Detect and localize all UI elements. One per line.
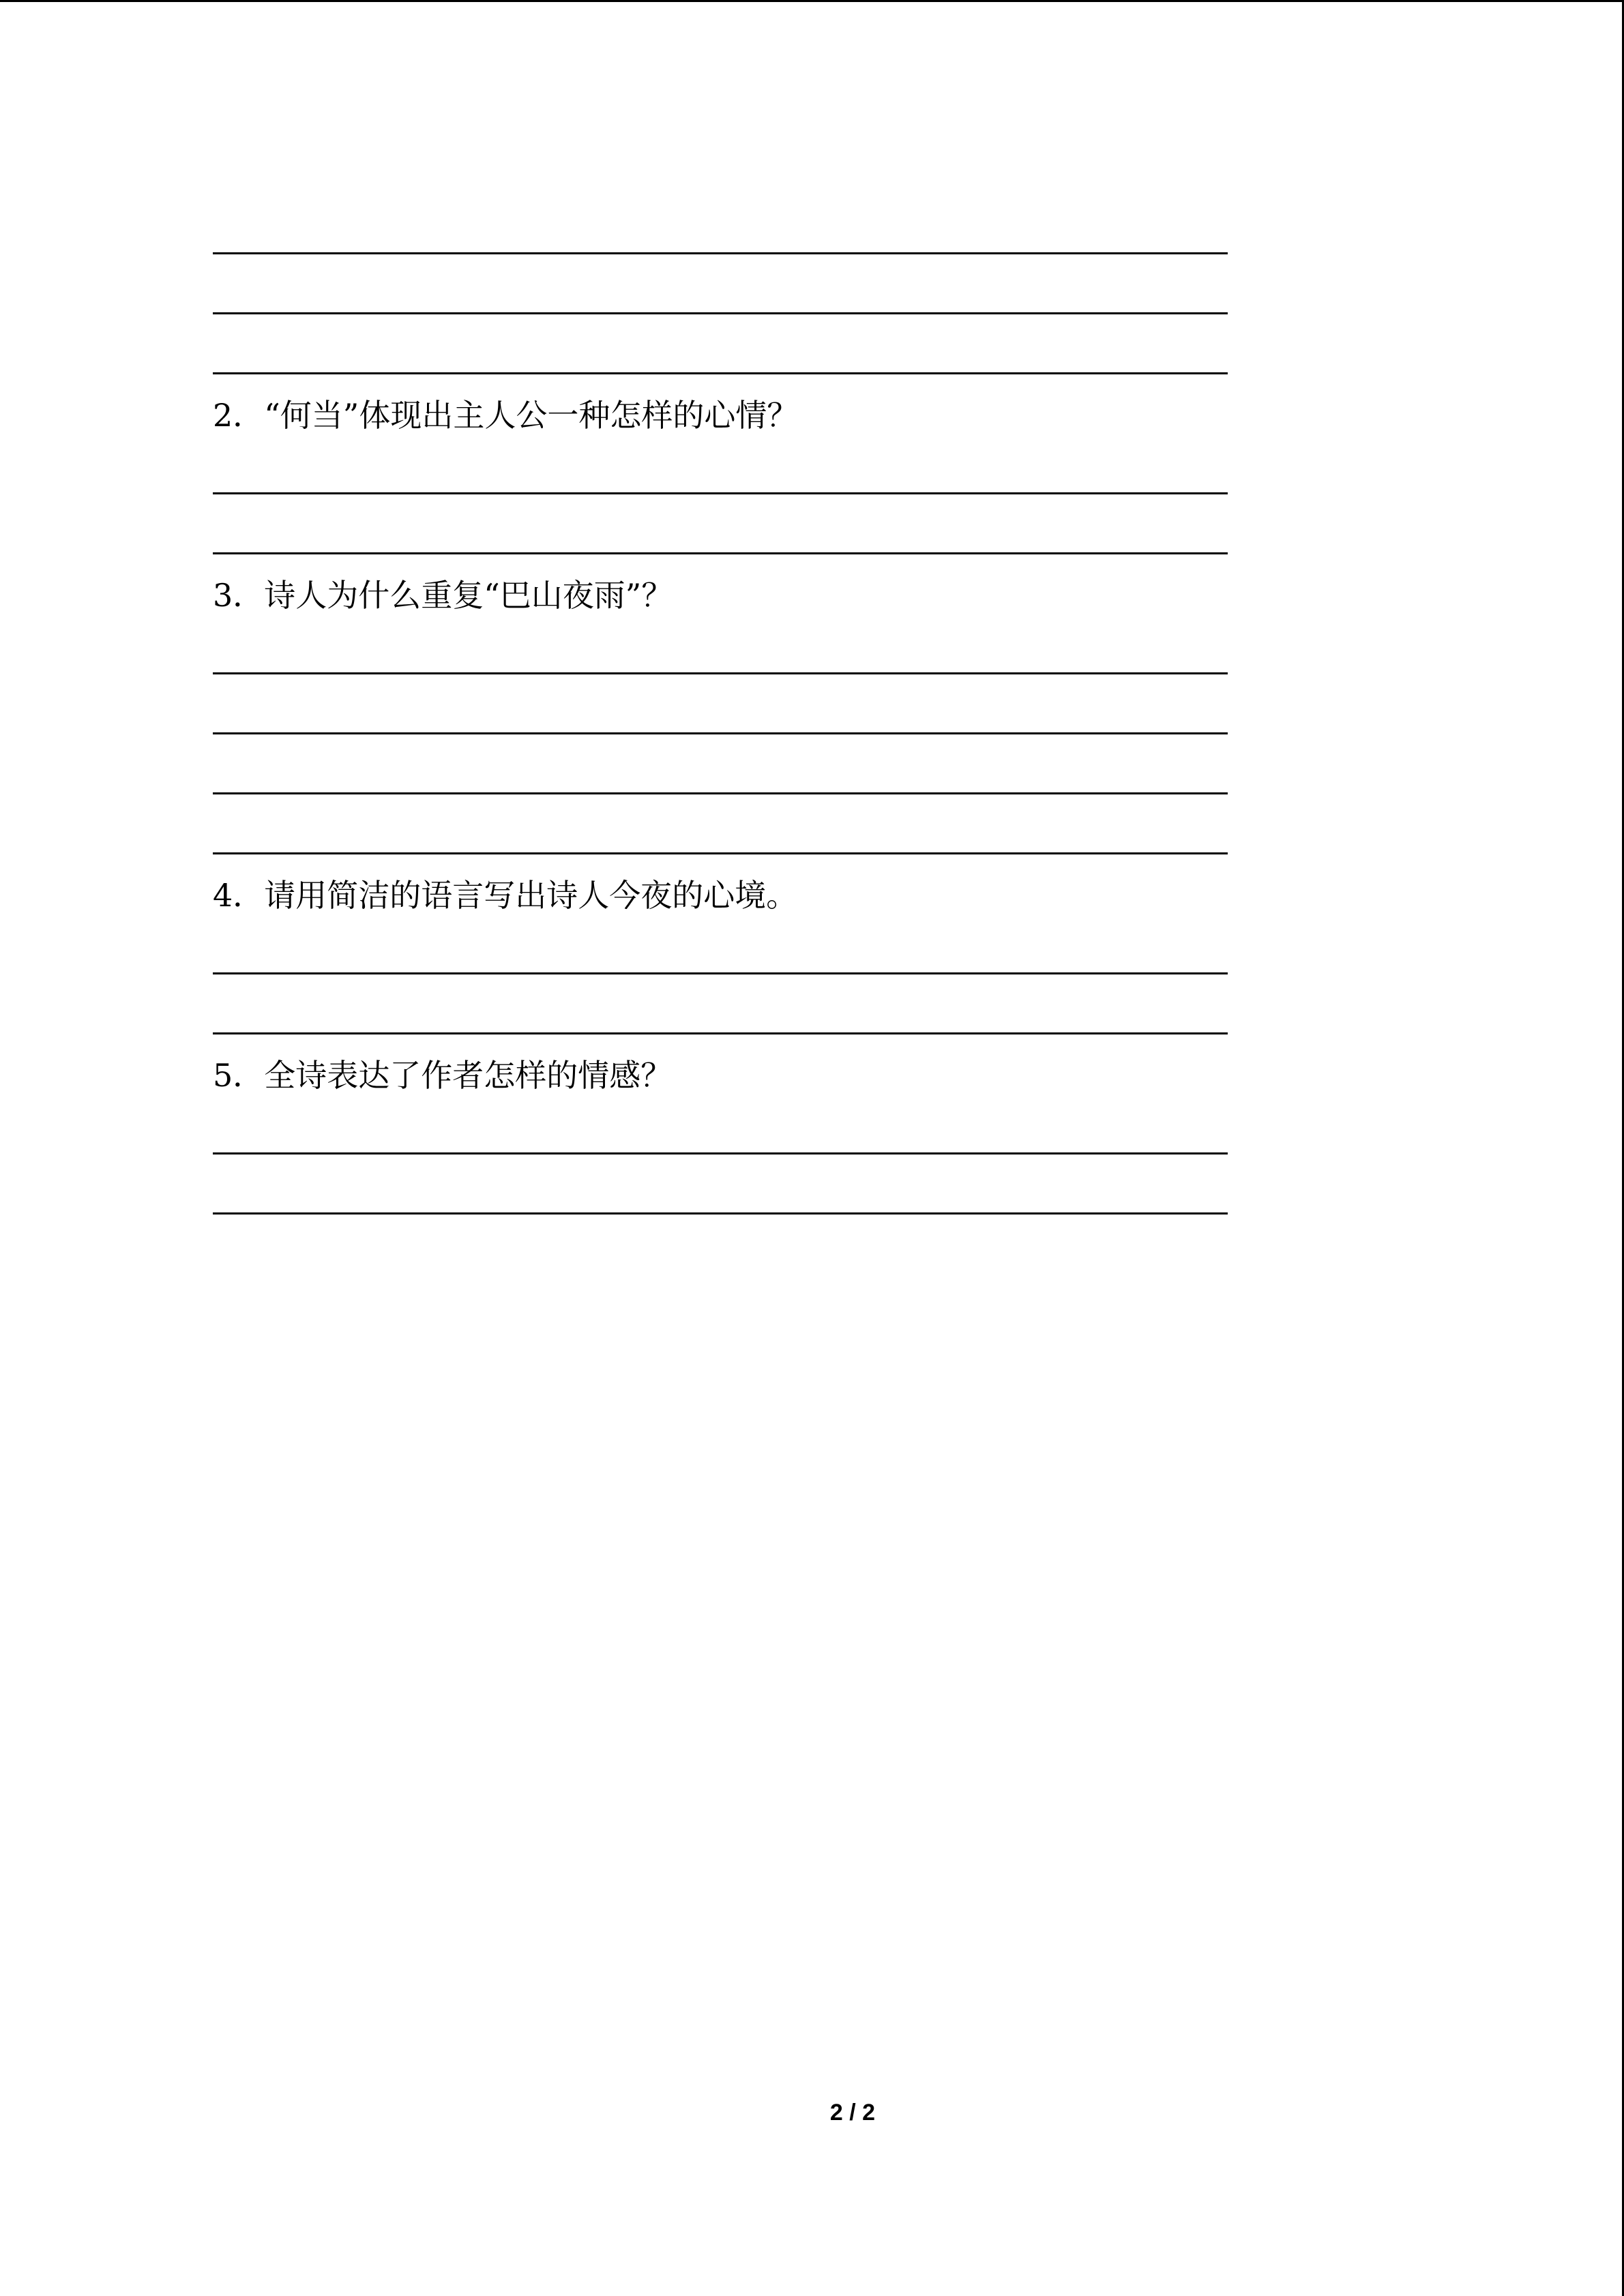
question-2 [213, 391, 1228, 439]
question-number: 5． [213, 1057, 265, 1094]
question-text: 请用简洁的语言写出诗人今夜的心境。 [264, 877, 798, 914]
page-number: 2 / 2 [829, 2100, 876, 2126]
question-4 [213, 871, 1228, 919]
answer-line[interactable] [213, 852, 1228, 854]
answer-line[interactable] [213, 552, 1228, 554]
page-border-top [0, 0, 1624, 2]
answer-line[interactable] [213, 492, 1228, 494]
question-3 [213, 571, 1228, 619]
answer-line[interactable] [213, 672, 1228, 674]
answer-line[interactable] [213, 312, 1228, 314]
answer-line[interactable] [213, 372, 1228, 374]
answer-line[interactable] [213, 792, 1228, 794]
question-number: 4． [213, 877, 265, 914]
question-5 [213, 1052, 1228, 1099]
answer-line[interactable] [213, 972, 1228, 974]
answer-line[interactable] [213, 252, 1228, 254]
answer-line[interactable] [213, 1212, 1228, 1214]
question-text: 诗人为什么重复“巴山夜雨”？ [264, 577, 673, 614]
question-text: “何当”体现出主人公一种怎样的心情？ [264, 397, 799, 434]
question-number: 2． [213, 397, 265, 434]
answer-line[interactable] [213, 1152, 1228, 1154]
question-number: 3． [213, 577, 265, 614]
answer-line[interactable] [213, 732, 1228, 734]
answer-line[interactable] [213, 1032, 1228, 1034]
question-text: 全诗表达了作者怎样的情感？ [264, 1057, 673, 1094]
